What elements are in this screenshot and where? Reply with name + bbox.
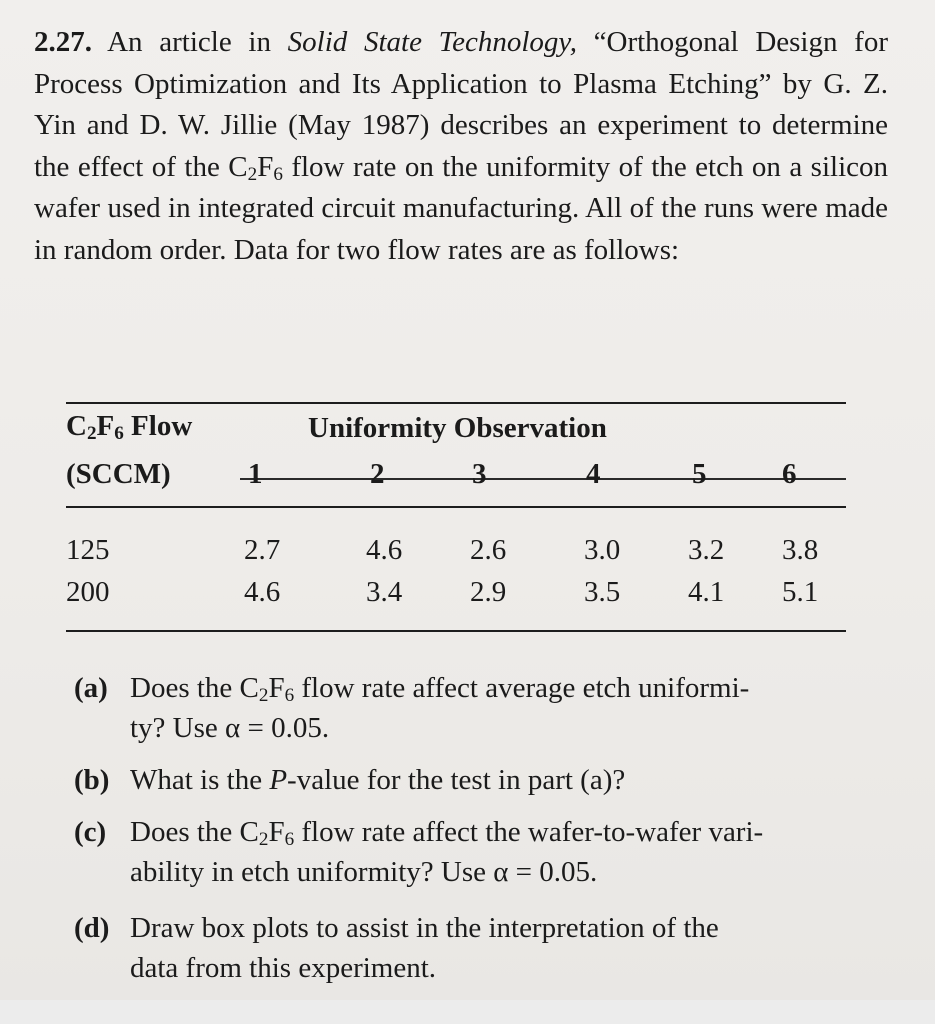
table-cell: 3.5 — [584, 576, 621, 608]
flow-column-header: $C_2F_6$ Flow — [66, 410, 193, 445]
table-cell: 5.1 — [782, 576, 819, 608]
question-d-text-cont: data from this experiment. — [130, 952, 437, 984]
problem-statement — [34, 22, 888, 271]
table-cell: 2.6 — [470, 534, 507, 566]
table-cell: 3.2 — [688, 534, 725, 566]
problem-number: 2.27. — [34, 26, 92, 58]
table-cell: 4.6 — [366, 534, 403, 566]
question-d — [74, 908, 884, 988]
group-header-rule — [240, 478, 846, 480]
obs-header-5: 5 — [692, 458, 707, 490]
question-a-text: Does the $C_2F_6$ flow rate affect average etch uniformi- — [130, 672, 750, 707]
table-cell: 4.6 — [244, 576, 281, 608]
obs-header-2: 2 — [370, 458, 385, 490]
table-cell: 4.1 — [688, 576, 725, 608]
question-c-label: (c) — [74, 816, 107, 848]
table-row-flow-125: 125 — [66, 534, 110, 566]
table-cell: 3.8 — [782, 534, 819, 566]
question-c-text-cont: ability in etch uniformity? Use α = 0.05. — [130, 856, 598, 888]
table-cell: 2.7 — [244, 534, 281, 566]
uniformity-group-header: Uniformity Observation — [308, 412, 607, 444]
table-cell: 2.9 — [470, 576, 507, 608]
table-row-flow-200: 200 — [66, 576, 110, 608]
question-c — [74, 812, 884, 892]
statement-text: An article in Solid State Technology, “Orthogonal Design for Process Optimization and Its Application to Plasma Etching” by G. Z. Yin and D. W. Jillie (May 1987) describes an experiment to determine the effect of the $C_2F_6$ flow rate on the uniformity of the etch on a silicon wafer used in integrated circuit manufacturing. All of the runs were made in random order. Data for two flow rates are as follows: — [34, 26, 889, 266]
flow-units-header: (SCCM) — [66, 458, 171, 490]
question-d-label: (d) — [74, 912, 110, 944]
question-d-text: Draw box plots to assist in the interpretation of the — [130, 912, 719, 944]
question-b-label: (b) — [74, 764, 110, 796]
table-bottom-rule — [66, 630, 846, 632]
table-top-rule — [66, 402, 846, 404]
table-header-rule — [66, 506, 846, 508]
obs-header-4: 4 — [586, 458, 601, 490]
question-a — [74, 668, 884, 748]
obs-header-3: 3 — [472, 458, 487, 490]
table-cell: 3.0 — [584, 534, 621, 566]
table-cell: 3.4 — [366, 576, 403, 608]
obs-header-1: 1 — [248, 458, 263, 490]
question-a-text-cont: ty? Use α = 0.05. — [130, 712, 330, 744]
question-b — [74, 760, 884, 800]
journal-title: Solid State Technology, — [287, 26, 577, 58]
question-b-text: What is the P-value for the test in part (a)? — [130, 764, 626, 796]
obs-header-6: 6 — [782, 458, 797, 490]
question-a-label: (a) — [74, 672, 108, 704]
question-c-text: Does the $C_2F_6$ flow rate affect the wafer-to-wafer vari- — [130, 816, 764, 851]
